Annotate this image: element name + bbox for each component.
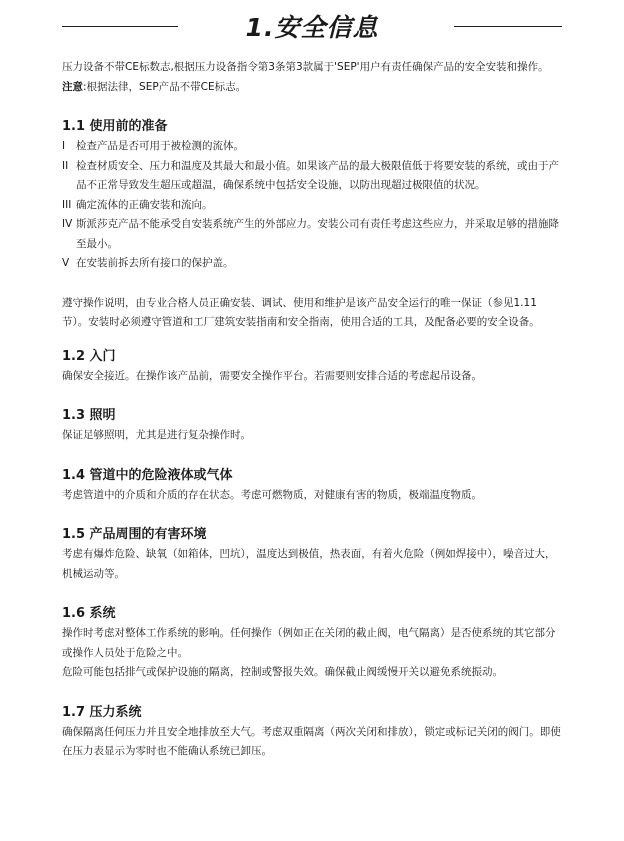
- list-item-text: 确定流体的正确安装和流向。: [76, 198, 213, 211]
- note-text: :根据法律，SEP产品不带CE标志。: [83, 80, 247, 93]
- note-paragraph: [62, 78, 562, 98]
- list-item: [62, 137, 562, 157]
- list-item-number: V: [62, 257, 70, 269]
- section-1-6-heading: 1.6 系统: [62, 606, 116, 621]
- section-1-6-text-1: 操作时考虑对整体工作系统的影响。任何操作（例如正在关闭的截止阀，电气隔离）是否使系统的其它部分或操作人员处于危险之中。: [62, 627, 556, 659]
- intro-paragraph: 压力设备不带CE标数志,根据压力设备指令第3条第3款属于'SEP'用户有责任确保产品的安全安装和操作。: [62, 61, 549, 73]
- section-1-3-heading: 1.3 照明: [62, 408, 116, 423]
- section-1-5-text: 考虑有爆炸危险、缺氧（如箱体，凹坑），温度达到极值，热表面，有着火危险（例如焊接中），噪音过大，机械运动等。: [62, 548, 556, 580]
- section-1-2-heading: 1.2 入门: [62, 348, 116, 364]
- list-item: [62, 157, 562, 196]
- section-1-1-heading: 1.1 使用前的准备: [62, 119, 168, 134]
- list-item: [62, 254, 562, 274]
- list-item-text: 斯派莎克产品不能承受自安装系统产生的外部应力。安装公司有责任考虑这些应力，并采取足够的措施降至最小。: [76, 218, 559, 250]
- list-item-text: 检查材质安全、压力和温度及其最大和最小值。如果该产品的最大极限值低于将要安装的系统，或由于产品不正常导致发生超压或超温，确保系统中包括安全设施，以防出现超过极限值的状况。: [76, 159, 559, 191]
- section-1-7-text: 确保隔离任何压力并且安全地排放至大气。考虑双重隔离（两次关闭和排放），锁定或标记关闭的阀门。即使在压力表显示为零时也不能确认系统已卸压。: [62, 725, 561, 757]
- list-item-text: 检查产品是否可用于被检测的流体。: [76, 140, 244, 152]
- section-1-1-closing: 遵守操作说明，由专业合格人员正确安装、调试、使用和维护是该产品安全运行的唯一保证（参见1.11节）。安装时必须遵守管道和工厂建筑安装指南和安全指南，使用合适的工具，及配备必要的安全设备。: [62, 296, 540, 328]
- section-1-2-text: 确保安全接近。在操作该产品前，需要安全操作平台。若需要则安排合适的考虑起吊设备。: [62, 369, 482, 382]
- list-item: [62, 215, 562, 254]
- section-1-3-text: 保证足够照明，尤其是进行复杂操作时。: [62, 429, 251, 441]
- list-item-number: IV: [62, 218, 73, 230]
- section-1-6-text-2: 危险可能包括排气或保护设施的隔离，控制或警报失效。确保截止阀缓慢开关以避免系统振动。: [62, 666, 503, 678]
- content: [62, 58, 562, 762]
- note-label: 注意: [62, 80, 83, 93]
- list-item-number: II: [62, 159, 69, 172]
- section-1-4-text: 考虑管道中的介质和介质的存在状态。考虑可燃物质，对健康有害的物质，极端温度物质。: [62, 488, 482, 501]
- list-item-text: 在安装前拆去所有接口的保护盖。: [76, 257, 234, 269]
- section-1-7-heading: 1.7 压力系统: [62, 704, 142, 720]
- title-rule-right: [454, 26, 562, 27]
- title-row: [62, 8, 562, 46]
- list-item: [62, 196, 562, 216]
- list-item-number: I: [62, 140, 66, 152]
- page-title: 1.安全信息: [245, 13, 379, 42]
- section-1-1-list: [62, 137, 562, 274]
- list-item-number: III: [62, 198, 72, 211]
- section-1-5-heading: 1.5 产品周围的有害环境: [62, 527, 207, 542]
- section-1-4-heading: 1.4 管道中的危险液体或气体: [62, 467, 233, 483]
